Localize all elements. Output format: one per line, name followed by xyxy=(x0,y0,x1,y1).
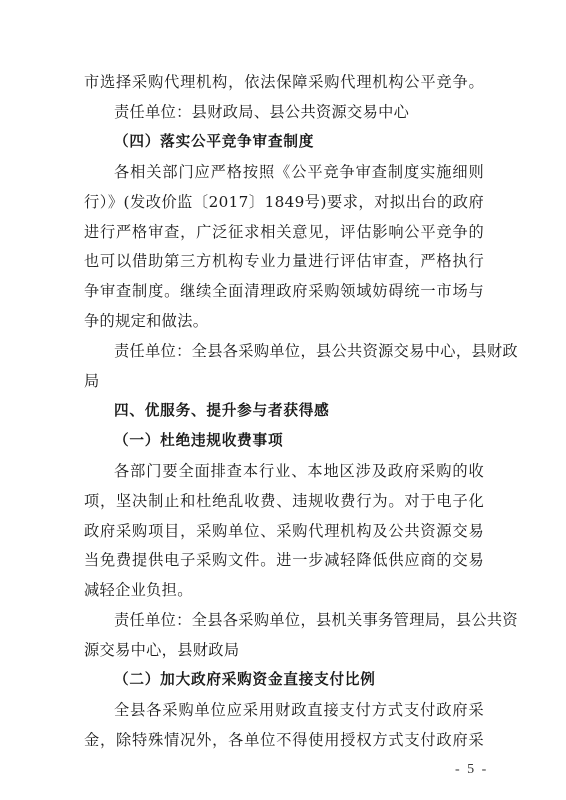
responsibility-line: 责任单位：全县各采购单位，县公共资源交易中心，县财政 xyxy=(114,342,518,361)
paragraph-line: 局 xyxy=(84,372,100,390)
section-heading: 四、优服务、提升参与者获得感 xyxy=(114,401,330,419)
section-heading: （二）加大政府采购资金直接支付比例 xyxy=(114,671,376,688)
section-heading: （一）杜绝违规收费事项 xyxy=(114,431,284,449)
paragraph-line: 项，坚决制止和杜绝乱收费、违规收费行为。对于电子化 xyxy=(84,491,484,510)
section-heading: （四）落实公平竞争审查制度 xyxy=(114,132,315,150)
paragraph-line: 全县各采购单位应采用财政直接支付方式支付政府采 xyxy=(114,700,484,719)
paragraph-line: 争审查制度。继续全面清理政府采购领域妨碍统一市场与 xyxy=(84,282,484,301)
paragraph-line: 减轻企业负担。 xyxy=(84,581,193,600)
paragraph-line: 各部门要全面排查本行业、本地区涉及政府采购的收 xyxy=(114,461,484,480)
responsibility-line: 责任单位：全县各采购单位，县机关事务管理局，县公共资 xyxy=(114,611,518,630)
paragraph-line: 也可以借助第三方机构专业力量进行评估审查，严格执行 xyxy=(84,252,484,271)
responsibility-line: 责任单位：县财政局、县公共资源交易中心 xyxy=(114,102,410,121)
paragraph-line: 各相关部门应严格按照《公平竞争审查制度实施细则 xyxy=(114,162,484,181)
paragraph-line: 政府采购项目，采购单位、采购代理机构及公共资源交易 xyxy=(84,521,484,540)
paragraph-line: 行）》(发改价监〔2017〕1849号)要求，对拟出台的政府 xyxy=(84,192,484,211)
paragraph-line: 源交易中心，县财政局 xyxy=(84,641,240,660)
paragraph-line: 市选择采购代理机构，依法保障采购代理机构公平竞争。 xyxy=(84,73,484,91)
paragraph-line: 金，除特殊情况外，各单位不得使用授权方式支付政府采 xyxy=(84,730,484,749)
paragraph-line: 争的规定和做法。 xyxy=(84,312,209,331)
page-number: - 5 - xyxy=(455,762,489,777)
paragraph-line: 进行严格审查，广泛征求相关意见，评估影响公平竞争的 xyxy=(84,222,484,241)
paragraph-line: 当免费提供电子采购文件。进一步减轻降低供应商的交易 xyxy=(84,551,484,570)
